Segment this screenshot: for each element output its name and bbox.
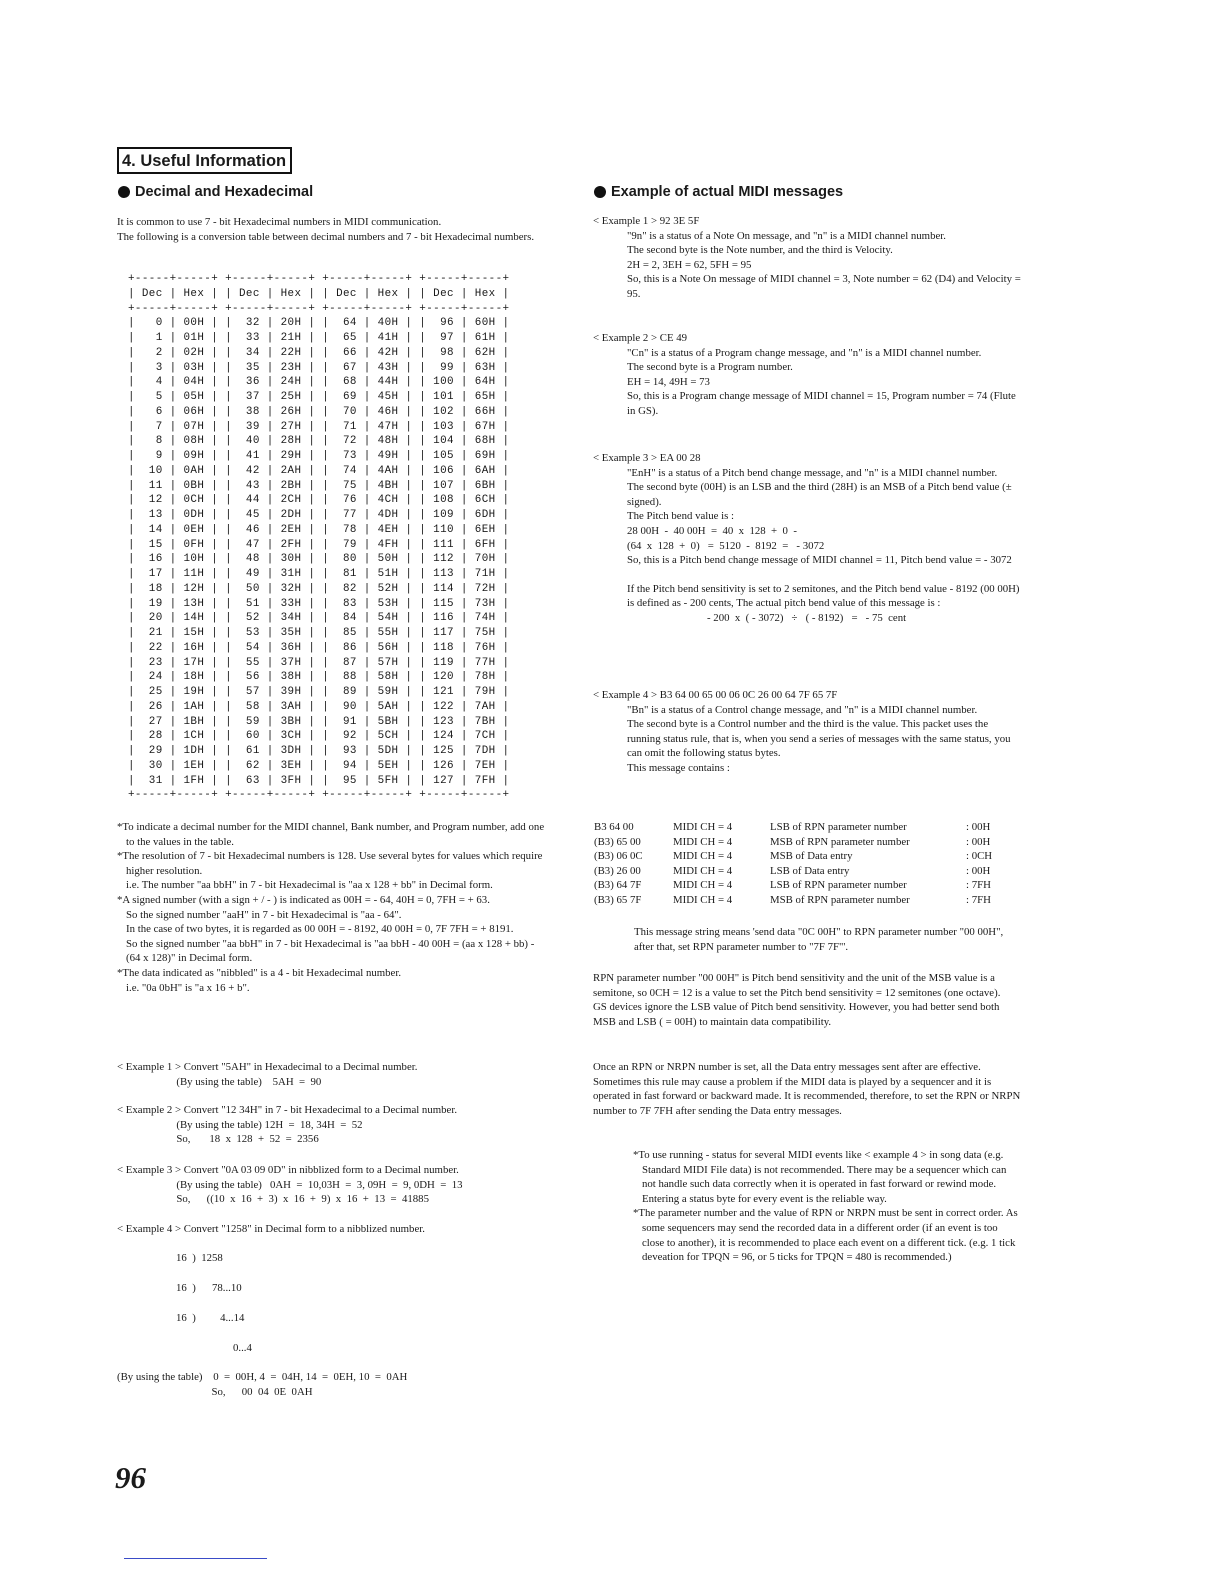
bullet-notes <box>633 1148 1019 1265</box>
msg-value: : 00H <box>966 821 991 833</box>
example-line: (64 x 128 + 0) = 5120 - 8192 = - 3072 <box>627 539 825 552</box>
note: *A signed number (with a sign + / - ) is indicated as 00H = - 64, 40H = 0, 7FH = + 63. <box>117 893 490 906</box>
msg-meaning: MSB of RPN parameter number <box>770 835 910 848</box>
msg-channel: MIDI CH = 4 <box>673 850 733 863</box>
msg-meaning: LSB of Data entry <box>770 864 850 877</box>
example-line: So, this is a Note On message of MIDI channel = 3, Note number = 62 (D4) and Velocity = 95. <box>627 273 1021 300</box>
msg-channel: MIDI CH = 4 <box>673 893 733 906</box>
msg-channel: MIDI CH = 4 <box>673 835 733 848</box>
note: In the case of two bytes, it is regarded as 00 00H = - 8192, 40 00H = 0, 7F 7FH = + 8191. <box>126 923 514 936</box>
example-line: (By using the table) 12H = 18, 34H = 52 <box>117 1118 363 1131</box>
msg-value: : 00H <box>966 864 991 877</box>
msg-bytes: (B3) 65 7F <box>594 893 642 906</box>
table-row <box>594 849 992 864</box>
bullet-icon <box>594 186 606 198</box>
hex-conversion-table: +-----+-----+ +-----+-----+ +-----+-----+ +-----+-----+ | Dec | Hex | | Dec | Hex | | Dec | Hex | | Dec | Hex | +-----+-----+ +-----+-----+ +-----+-----+ +-----+-----+ | 0 | 00H | | 32 | 20H | | 64 | 40H | | 96 | 60H | | 1 | 01H | | 33 | 21H | | 65 | 41H | | 97 | 61H | | 2 | 02H | | 34 | 22H | | 66 | 42H | | 98 | 62H | | 3 | 03H | | 35 | 23H | | 67 | 43H | | 99 | 63H | | 4 | 04H | | 36 | 24H | | 68 | 44H | | 100 | 64H | | 5 | 05H | | 37 | 25H | | 69 | 45H | | 101 | 65H | | 6 | 06H | | 38 | 26H | | 70 | 46H | | 102 | 66H | | 7 | 07H | | 39 | 27H | | 71 | 47H | | 103 | 67H | | 8 | 08H | | 40 | 28H | | 72 | 48H | | 104 | 68H | | 9 | 09H | | 41 | 29H | | 73 | 49H | | 105 | 69H | | 10 | 0AH | | 42 | 2AH | | 74 | 4AH | | 106 | 6AH | | 11 | 0BH | | 43 | 2BH | | 75 | 4BH | | 107 | 6BH | | 12 | 0CH | | 44 | 2CH | | 76 | 4CH | | 108 | 6CH | | 13 | 0DH | | 45 | 2DH | | 77 | 4DH | | 109 | 6DH | | 14 | 0EH | | 46 | 2EH | | 78 | 4EH | | 110 | 6EH | | 15 | 0FH | | 47 | 2FH | | 79 | 4FH | | 111 | 6FH | | 16 | 10H | | 48 | 30H | | 80 | 50H | | 112 | 70H | | 17 | 11H | | 49 | 31H | | 81 | 51H | | 113 | 71H | | 18 | 12H | | 50 | 32H | | 82 | 52H | | 114 | 72H | | 19 | 13H | | 51 | 33H | | 83 | 53H | | 115 | 73H | | 20 | 14H | | 52 | 34H | | 84 | 54H | | 116 | 74H | | 21 | 15H | | 53 | 35H | | 85 | 55H | | 117 | 75H | | 22 | 16H | | 54 | 36H | | 86 | 56H | | 118 | 76H | | 23 | 17H | | 55 | 37H | | 87 | 57H | | 119 | 77H | | 24 | 18H | | 56 | 38H | | 88 | 58H | | 120 | 78H | | 25 | 19H | | 57 | 39H | | 89 | 59H | | 121 | 79H | | 26 | 1AH | | 58 | 3AH | | 90 | 5AH | | 122 | 7AH | | 27 | 1BH | | 59 | 3BH | | 91 | 5BH | | 123 | 7BH | | 28 | 1CH | | 60 | 3CH | | 92 | 5CH | | 124 | 7CH | | 29 | 1DH | | 61 | 3DH | | 93 | 5DH | | 125 | 7DH | | 30 | 1EH | | 62 | 3EH | | 94 | 5EH | | 126 | 7EH | | 31 | 1FH | | 63 | 3FH | | 95 | 5FH | | 127 | 7FH | +-----+-----+ +-----+-----+ +-----+-----+ +-----+-----+ <box>128 273 510 802</box>
intro-line: The following is a conversion table between decimal numbers and 7 - bit Hexadecimal numbers. <box>117 230 535 243</box>
data-entry-paragraph <box>593 1060 1021 1118</box>
example-line: EH = 14, 49H = 73 <box>627 375 710 388</box>
bullet-icon <box>118 186 130 198</box>
right-example-3 <box>593 451 1021 626</box>
note: i.e. "0a 0bH" is "a x 16 + b". <box>126 981 250 994</box>
msg-meaning: MSB of RPN parameter number <box>770 893 910 906</box>
left-example-4 <box>117 1222 425 1237</box>
right-heading <box>594 184 843 200</box>
example-line: This message contains : <box>627 761 730 774</box>
example-title: < Example 4 > B3 64 00 65 00 06 0C 26 00 64 7F 65 7F <box>593 689 838 701</box>
msg-meaning: MSB of Data entry <box>770 850 853 863</box>
midi-message-table <box>594 820 992 908</box>
intro-line: It is common to use 7 - bit Hexadecimal numbers in MIDI communication. <box>117 216 442 228</box>
msg-meaning: LSB of RPN parameter number <box>770 821 907 833</box>
example-line: < Example 2 > Convert "12 34H" in 7 - bit Hexadecimal to a Decimal number. <box>117 1104 458 1116</box>
example-line: The second byte is a Control number and the third is the value. This packet uses the running status rule, that is, when you send a series of messages with the same status, you can omit the following status bytes. <box>627 718 1011 760</box>
msg-value: : 7FH <box>966 879 991 892</box>
example-line: The second byte is the Note number, and the third is Velocity. <box>627 244 893 257</box>
table-row <box>594 835 992 850</box>
bullet-note: *The parameter number and the value of RPN or NRPN must be sent in correct order. As some sequencers may send the recorded data in a different order (if an event is too close to another), it is recommended to place each event on a different tick. (e.g. 1 tick deveation for TPQN = 96, or 5 ticks for TPQN = 480 is recommended.) <box>633 1207 1018 1264</box>
left-example-1 <box>117 1060 417 1089</box>
example-title: < Example 3 > EA 00 28 <box>593 452 701 464</box>
left-example-3 <box>117 1163 463 1207</box>
right-example-1 <box>593 214 1021 302</box>
example-line: The Pitch bend value is : <box>627 510 735 523</box>
example-line: < Example 3 > Convert "0A 03 09 0D" in nibblized form to a Decimal number. <box>117 1164 459 1176</box>
example-line: The second byte is a Program number. <box>627 361 793 374</box>
example-title: < Example 1 > 92 3E 5F <box>593 215 700 227</box>
msg-bytes: (B3) 64 7F <box>594 879 642 892</box>
left-example-2 <box>117 1103 457 1147</box>
paragraph-line: GS devices ignore the LSB value of Pitch bend sensitivity. However, you had better send both MSB and LSB ( = 00H) to maintain data compatibility. <box>593 1001 1000 1028</box>
note: So the signed number "aaH" in 7 - bit Hexadecimal is "aa - 64". <box>126 908 402 921</box>
right-example-4 <box>593 688 1021 776</box>
msg-channel: MIDI CH = 4 <box>673 821 733 833</box>
table-row <box>594 820 992 835</box>
left-intro <box>117 215 547 244</box>
paragraph-line: RPN parameter number "00 00H" is Pitch bend sensitivity and the unit of the MSB value is a semitone, so 0CH = 12 is a value to set the Pitch bend sensitivity = 12 semitones (one octave). <box>593 972 1001 999</box>
example-line: "9n" is a status of a Note On message, and "n" is a MIDI channel number. <box>627 229 946 242</box>
section-title: 4. Useful Information <box>117 147 292 174</box>
example-line: (By using the table) 5AH = 90 <box>117 1075 322 1088</box>
example-line: 28 00H - 40 00H = 40 x 128 + 0 - <box>627 524 797 537</box>
example-line: "EnH" is a status of a Pitch bend change message, and "n" is a MIDI channel number. <box>627 466 998 479</box>
msg-bytes: (B3) 65 00 <box>594 835 641 848</box>
msg-bytes: B3 64 00 <box>594 821 634 833</box>
left-heading-text: Decimal and Hexadecimal <box>135 184 314 200</box>
msg-value: : 00H <box>966 835 991 848</box>
table-row <box>594 864 992 879</box>
example-line: (By using the table) 0AH = 10,03H = 3, 09H = 9, 0DH = 13 <box>117 1178 463 1191</box>
final-conversion <box>117 1370 407 1399</box>
left-notes <box>117 820 545 995</box>
left-heading <box>118 184 313 200</box>
example-line: So, ((10 x 16 + 3) x 16 + 9) x 16 + 13 = 41885 <box>117 1193 429 1206</box>
example-line: So, this is a Program change message of MIDI channel = 15, Program number = 74 (Flute in GS). <box>627 390 1016 417</box>
example-line: So, 18 x 128 + 52 = 2356 <box>117 1133 319 1146</box>
example-line: < Example 4 > Convert "1258" in Decimal form to a nibblized number. <box>117 1223 425 1235</box>
example-line: "Bn" is a status of a Control change message, and "n" is a MIDI channel number. <box>627 703 978 716</box>
example-line: < Example 1 > Convert "5AH" in Hexadecimal to a Decimal number. <box>117 1061 418 1073</box>
note: *To indicate a decimal number for the MIDI channel, Bank number, and Program number, add one to the values in the table. <box>117 821 545 848</box>
msg-channel: MIDI CH = 4 <box>673 879 733 892</box>
msg-channel: MIDI CH = 4 <box>673 864 733 877</box>
division-step: 16 ) 78...10 <box>176 1282 242 1294</box>
example-line: "Cn" is a status of a Program change message, and "n" is a MIDI channel number. <box>627 346 982 359</box>
division-step: 16 ) 1258 <box>176 1252 223 1264</box>
example-line: The second byte (00H) is an LSB and the third (28H) is an MSB of a Pitch bend value (± signed). <box>627 481 1012 508</box>
right-example-2 <box>593 331 1021 419</box>
division-step: 0...4 <box>233 1342 252 1354</box>
right-heading-text: Example of actual MIDI messages <box>611 184 844 200</box>
note: *The resolution of 7 - bit Hexadecimal numbers is 128. Use several bytes for values which require higher resolution. <box>117 850 543 877</box>
note: i.e. The number "aa bbH" in 7 - bit Hexadecimal is "aa x 128 + bb" in Decimal form. <box>126 879 493 892</box>
msg-value: : 7FH <box>966 893 991 906</box>
bullet-note: *To use running - status for several MIDI events like < example 4 > in song data (e.g. Standard MIDI File data) is not recommended. There may be a sequencer which can not handle such data correctly when it is operated in fast forward or rewind mode. Entering a status byte for every event is the reliable way. <box>633 1149 1007 1205</box>
final-line: (By using the table) 0 = 00H, 4 = 04H, 14 = 0EH, 10 = 0AH <box>117 1371 408 1383</box>
paragraph-line: Once an RPN or NRPN number is set, all the Data entry messages sent after are effective. <box>593 1061 981 1073</box>
msg-meaning: LSB of RPN parameter number <box>770 879 907 892</box>
msg-value: : 0CH <box>966 850 993 863</box>
final-line: So, 00 04 0E 0AH <box>117 1385 313 1398</box>
msg-bytes: (B3) 06 0C <box>594 850 643 863</box>
example-title: < Example 2 > CE 49 <box>593 332 688 344</box>
page-number: 96 <box>115 1460 146 1495</box>
table-row <box>594 878 992 893</box>
note: So the signed number "aa bbH" in 7 - bit Hexadecimal is "aa bbH - 40 00H = (aa x 128 + bb) - (64 x 128)" in Decimal form. <box>126 937 535 965</box>
example-line: - 200 x ( - 3072) ÷ ( - 8192) = - 75 cent <box>707 611 907 624</box>
division-step: 16 ) 4...14 <box>176 1312 245 1324</box>
string-note: This message string means 'send data "0C 00H" to RPN parameter number "00 00H", after that, set RPN parameter number to "7F 7F"'. <box>634 926 1004 953</box>
footer-divider <box>124 1558 267 1559</box>
example-line: So, this is a Pitch bend change message of MIDI channel = 11, Pitch bend value = - 3072 <box>627 554 1012 567</box>
note: *The data indicated as "nibbled" is a 4 - bit Hexadecimal number. <box>117 966 402 979</box>
example-line: If the Pitch bend sensitivity is set to 2 semitones, and the Pitch bend value - 8192 (00 00H) is defined as - 200 cents, The actual pitch bend value of this message is : <box>627 582 1020 610</box>
msg-bytes: (B3) 26 00 <box>594 864 641 877</box>
example-line: 2H = 2, 3EH = 62, 5FH = 95 <box>627 258 752 271</box>
rpn-paragraph <box>593 971 1021 1029</box>
paragraph-line: Sometimes this rule may cause a problem if the MIDI data is played by a sequencer and it is operated in fast forward or backward made. It is recommended, therefore, to set the RPN or NRPN number to 7F 7FH after sending the Data entry messages. <box>593 1075 1021 1117</box>
table-row <box>594 893 992 908</box>
